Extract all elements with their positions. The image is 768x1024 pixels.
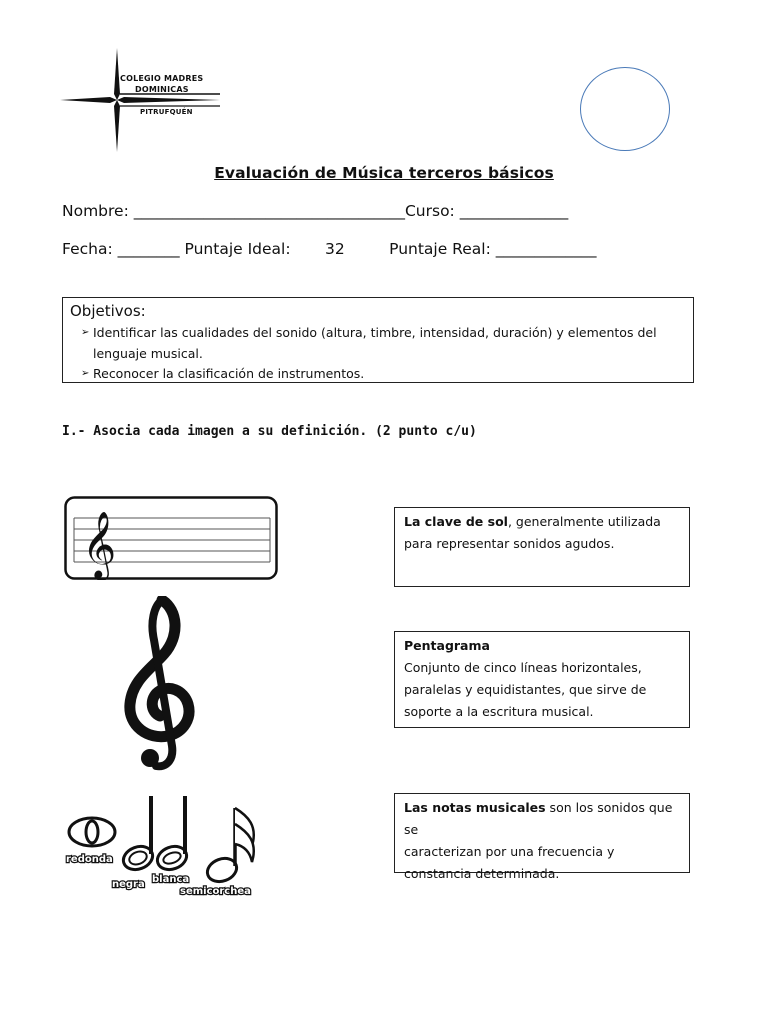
staff-with-clef-image	[64, 496, 278, 580]
objetivo-item-1: Identificar las cualidades del sonido (altura, timbre, intensidad, duración) y elementos del	[93, 325, 657, 340]
label-negra: negra	[112, 879, 145, 890]
objetivos-box	[62, 297, 694, 383]
pentagrama-line-3: soporte a la escritura musical.	[404, 704, 594, 719]
section-heading: I.- Asocia cada imagen a su definición. (2 punto c/u)	[62, 424, 477, 439]
definition-box-notas-musicales	[394, 793, 690, 881]
svg-text:𝄞: 𝄞	[82, 510, 117, 578]
school-logo	[60, 48, 230, 152]
clave-line-1	[404, 511, 680, 533]
bullet-arrow-icon: ➢	[81, 327, 90, 338]
nombre-curso-line: Nombre: ___________________________________Curso: ______________	[62, 202, 569, 220]
score-circle	[580, 67, 670, 151]
bullet-arrow-icon: ➢	[81, 368, 90, 379]
objetivo-item-2: Reconocer la clasificación de instrumentos.	[93, 366, 365, 381]
compass-star-icon	[60, 48, 230, 152]
definition-box-clave-de-sol	[394, 507, 690, 587]
notas-line-1	[404, 797, 680, 841]
pentagrama-line-1: Conjunto de cinco líneas horizontales,	[404, 660, 642, 675]
clave-rest: , generalmente utilizada	[507, 514, 661, 529]
objetivos-title: Objetivos:	[70, 302, 146, 320]
notas-line-3: constancia determinada.	[404, 866, 560, 881]
pentagrama-title: Pentagrama	[404, 638, 490, 653]
label-redonda: redonda	[66, 854, 113, 865]
notas-rest: son los sonidos que se	[404, 800, 673, 837]
musical-notes-image	[62, 790, 262, 902]
pentagrama-line-2: paralelas y equidistantes, que sirve de	[404, 682, 647, 697]
logo-text-line3: PITRUFQUÉN	[140, 108, 193, 116]
treble-clef-image	[118, 596, 202, 772]
label-semicorchea: semicorchea	[180, 886, 251, 897]
label-blanca: blanca	[152, 874, 190, 885]
logo-text-line2: DOMINICAS	[135, 85, 189, 94]
clave-bold: La clave de sol	[404, 514, 508, 529]
notas-line-2: caracterizan por una frecuencia y	[404, 844, 615, 859]
objetivo-item-1-cont: lenguaje musical.	[93, 346, 203, 361]
logo-text-line1: COLEGIO MADRES	[120, 74, 204, 83]
notas-bold: Las notas musicales	[404, 800, 546, 815]
definition-box-pentagrama	[394, 631, 690, 728]
page-title: Evaluación de Música terceros básicos	[214, 164, 554, 182]
clave-line-2: para representar sonidos agudos.	[404, 536, 615, 551]
fecha-puntaje-line: Fecha: ________ Puntaje Ideal: 32 Puntaje Real: _____________	[62, 240, 597, 258]
